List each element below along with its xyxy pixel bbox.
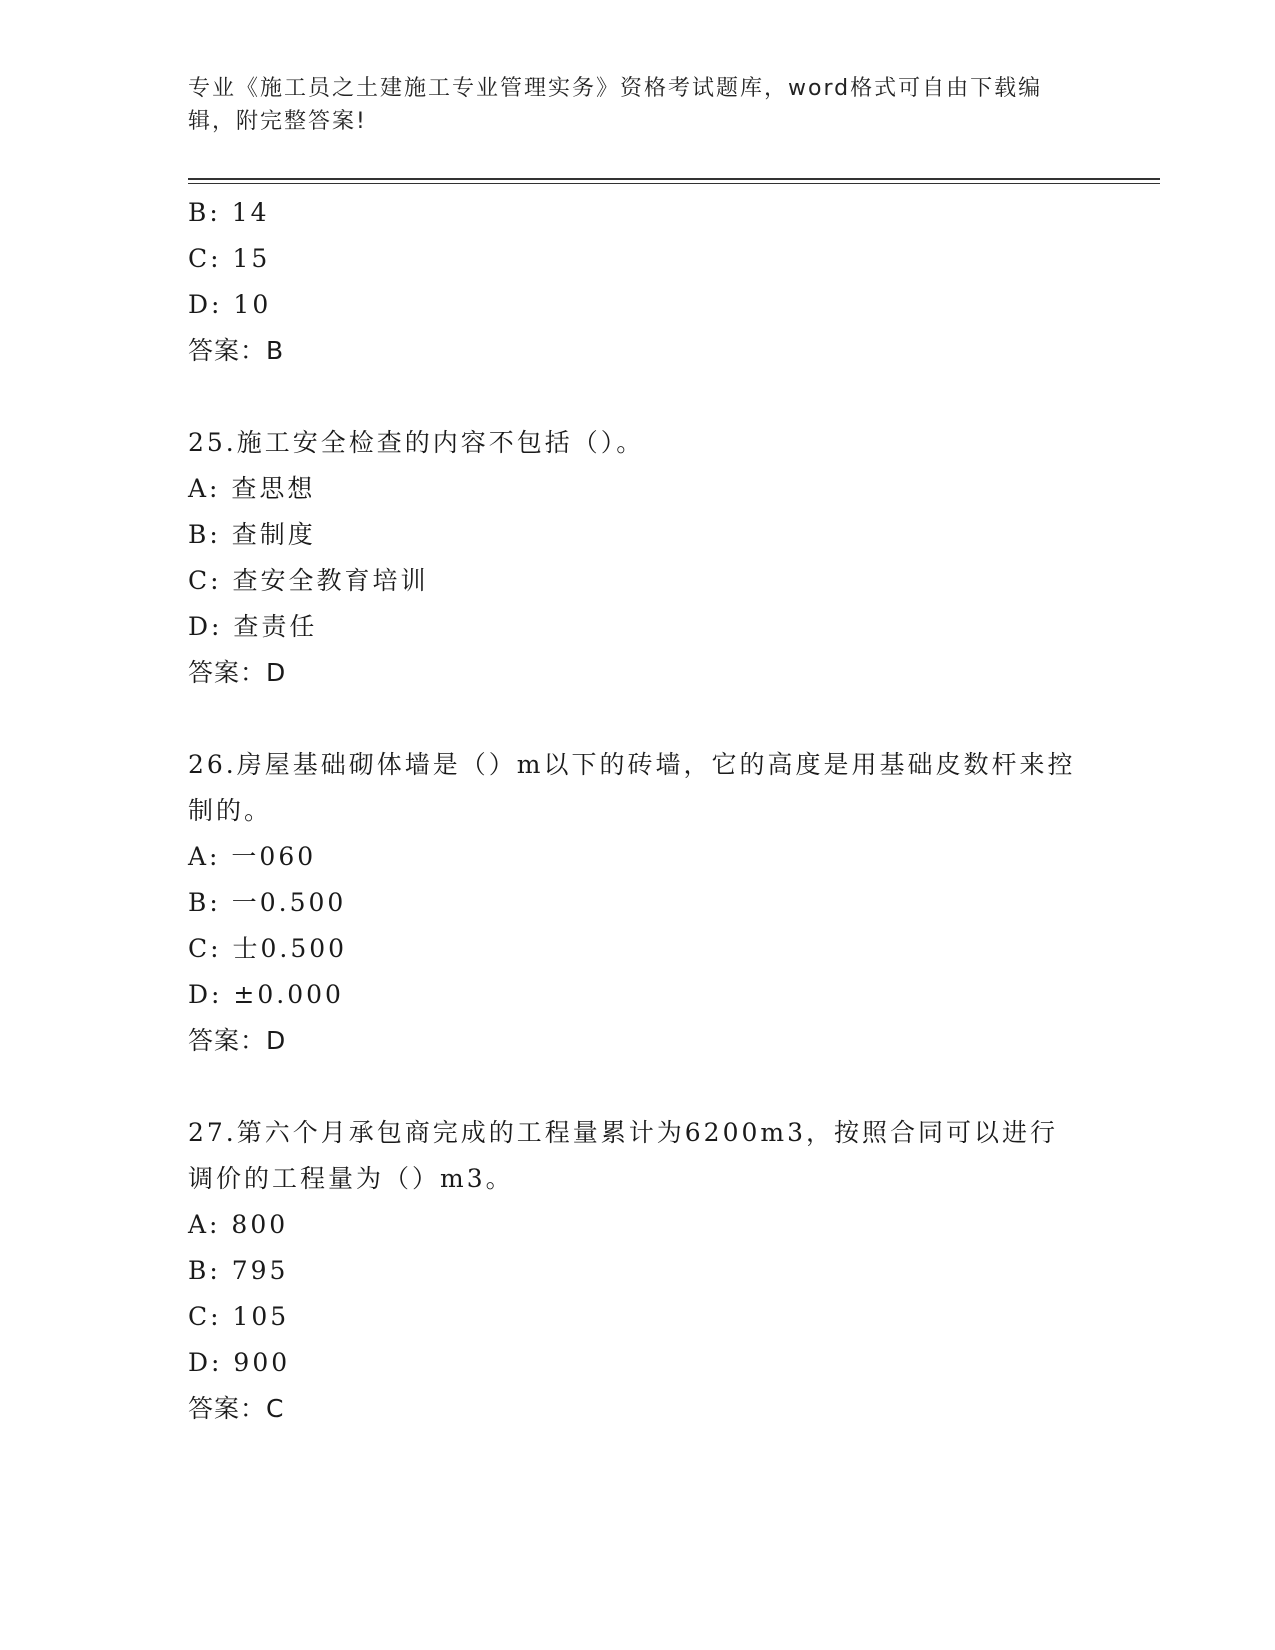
answer: 答案：D (188, 658, 287, 687)
option-c: C: 105 (188, 1302, 290, 1331)
option-c: C: 士0.500 (188, 934, 348, 963)
option-c: C: 查安全教育培训 (188, 566, 429, 595)
option-a: A: 查思想 (188, 474, 316, 503)
question-stem: 26.房屋基础砌体墙是（）m以下的砖墙，它的高度是用基础皮数杆来控制的。 (188, 750, 1076, 825)
previous-question-tail (188, 190, 1088, 374)
answer: 答案：D (188, 1026, 287, 1055)
option-d: D: ±0.000 (188, 980, 344, 1009)
option-b: B: 795 (188, 1256, 289, 1285)
question-25 (188, 420, 1088, 696)
header-rule-thin (188, 183, 1160, 184)
answer: 答案：B (188, 336, 285, 365)
question-stem: 25.施工安全检查的内容不包括（）。 (188, 428, 645, 457)
option-c: C: 15 (188, 244, 271, 273)
option-d: D: 10 (188, 290, 272, 319)
option-b: B: 一0.500 (188, 888, 347, 917)
question-27 (188, 1110, 1088, 1432)
option-d: D: 900 (188, 1348, 291, 1377)
document-body (188, 190, 1088, 1432)
option-b: B: 查制度 (188, 520, 316, 549)
document-header: 专业《施工员之土建施工专业管理实务》资格考试题库，word格式可自由下载编辑，附完整答案! (188, 76, 1043, 134)
option-a: A: 一060 (188, 842, 317, 871)
option-d: D: 查责任 (188, 612, 318, 641)
question-26 (188, 742, 1088, 1064)
option-a: A: 800 (188, 1210, 289, 1239)
option-b: B: 14 (188, 198, 270, 227)
answer: 答案：C (188, 1394, 285, 1423)
header-rule-thick (188, 178, 1160, 180)
question-stem: 27.第六个月承包商完成的工程量累计为6200m3，按照合同可以进行调价的工程量为（）m3。 (188, 1118, 1058, 1193)
